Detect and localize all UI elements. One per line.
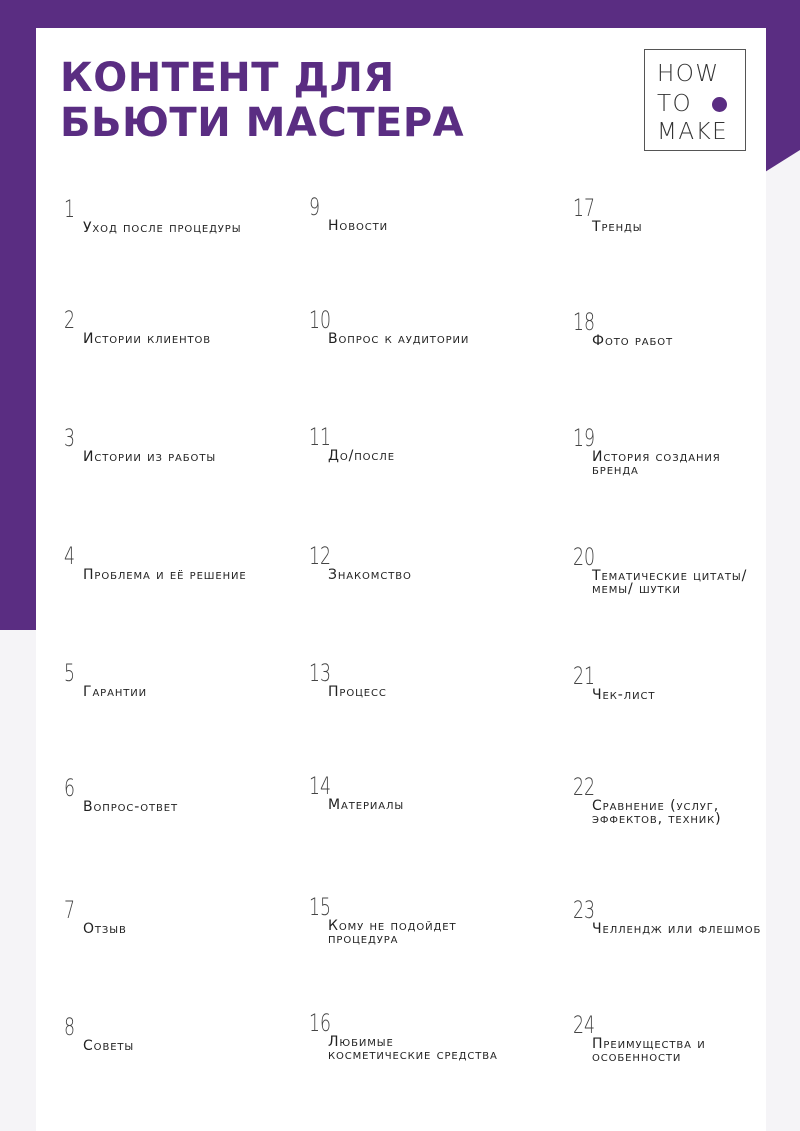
item-label: Тематические цитаты/мемы/ шутки xyxy=(592,568,748,597)
title-line-2: БЬЮТИ МАСТЕРА xyxy=(60,100,465,146)
item-number: 23 xyxy=(573,896,595,924)
item-label: Знакомство xyxy=(328,567,412,583)
item-number: 13 xyxy=(309,659,331,687)
item-label: Фото работ xyxy=(592,333,674,349)
item-label: Проблема и её решение xyxy=(83,567,247,583)
item-number: 19 xyxy=(573,424,595,452)
item-number: 5 xyxy=(64,659,76,687)
item-number: 7 xyxy=(64,896,76,924)
item-label: Вопрос к аудитории xyxy=(328,331,470,347)
item-label: Вопрос-ответ xyxy=(83,799,178,815)
item-number: 12 xyxy=(309,542,331,570)
item-number: 18 xyxy=(573,308,595,336)
item-label: Гарантии xyxy=(83,684,148,700)
item-number: 22 xyxy=(573,773,595,801)
item-number: 21 xyxy=(573,662,595,690)
item-label: Новости xyxy=(328,218,389,234)
item-label: Любимые косметические средства xyxy=(328,1034,498,1063)
item-number: 1 xyxy=(64,195,76,223)
item-number: 4 xyxy=(64,542,76,570)
item-number: 15 xyxy=(309,893,331,921)
logo-text-make: MAKE xyxy=(657,119,729,145)
how-to-make-logo xyxy=(644,49,746,151)
item-label: Уход после процедуры xyxy=(83,220,242,236)
item-label: Процесс xyxy=(328,684,387,700)
item-label: Преимущества и особенности xyxy=(592,1036,706,1065)
item-label: Отзыв xyxy=(83,921,127,937)
item-label: Истории клиентов xyxy=(83,331,212,347)
item-number: 10 xyxy=(309,306,331,334)
item-label: Кому не подойдет процедура xyxy=(328,918,457,947)
item-label: История создания бренда xyxy=(592,449,721,478)
item-number: 24 xyxy=(573,1011,595,1039)
logo-text-to: TO xyxy=(657,91,693,117)
item-number: 20 xyxy=(573,543,595,571)
page-title xyxy=(60,56,464,146)
item-number: 6 xyxy=(64,774,76,802)
item-label: Сравнение (услуг, эффектов, техник) xyxy=(592,798,722,827)
item-label: Советы xyxy=(83,1038,135,1054)
item-number: 11 xyxy=(309,423,331,451)
item-label: Челлендж или флешмоб xyxy=(592,921,762,937)
item-number: 3 xyxy=(64,424,76,452)
item-number: 17 xyxy=(573,194,595,222)
logo-dot-icon xyxy=(712,97,727,112)
logo-text-how: HOW xyxy=(657,61,720,87)
item-label: До/после xyxy=(328,448,395,464)
item-number: 9 xyxy=(309,193,321,221)
title-line-1: КОНТЕНТ ДЛЯ xyxy=(60,55,395,101)
item-number: 2 xyxy=(64,306,76,334)
item-label: Истории из работы xyxy=(83,449,217,465)
item-number: 14 xyxy=(309,772,331,800)
item-label: Тренды xyxy=(592,219,643,235)
item-number: 16 xyxy=(309,1009,331,1037)
item-number: 8 xyxy=(64,1013,76,1041)
item-label: Чек-лист xyxy=(592,687,656,703)
item-label: Материалы xyxy=(328,797,405,813)
